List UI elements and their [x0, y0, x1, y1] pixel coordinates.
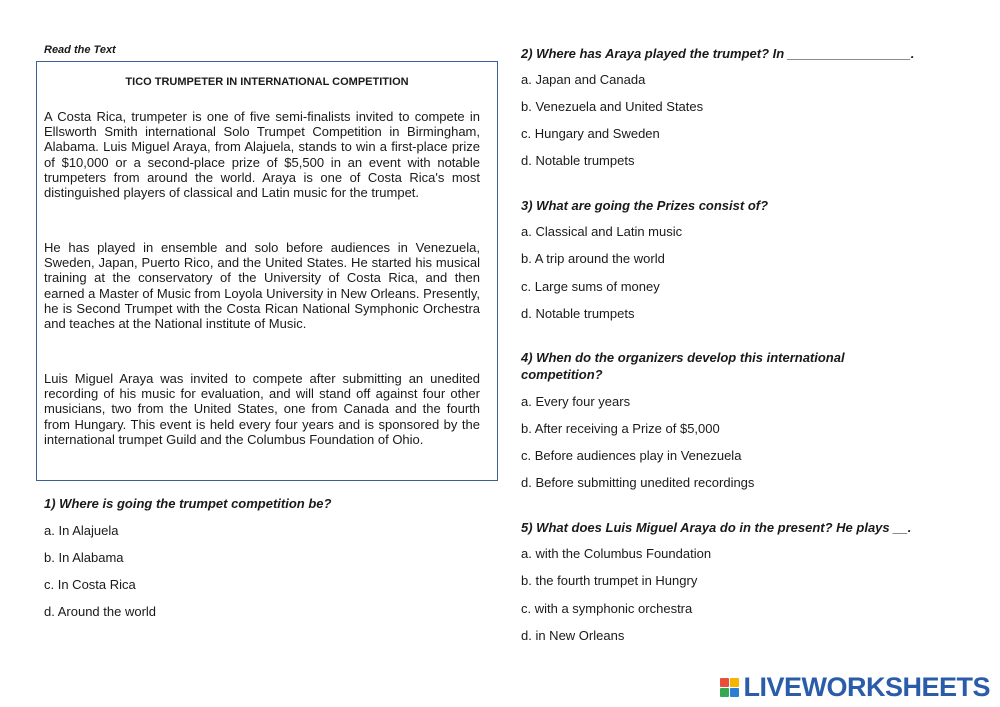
question-1-option-a[interactable]: a. In Alajuela	[44, 523, 119, 538]
question-5: 5) What does Luis Miguel Araya do in the present? He plays __.	[521, 520, 912, 535]
question-3-option-c[interactable]: c. Large sums of money	[521, 279, 660, 294]
question-5-option-a[interactable]: a. with the Columbus Foundation	[521, 546, 712, 561]
question-3-option-d[interactable]: d. Notable trumpets	[521, 306, 635, 321]
question-2-option-d[interactable]: d. Notable trumpets	[521, 153, 635, 168]
liveworksheets-logo[interactable]	[720, 672, 990, 703]
question-1-option-d[interactable]: d. Around the world	[44, 604, 157, 619]
question-5-option-d[interactable]: d. in New Orleans	[521, 628, 625, 643]
liveworksheets-logo-text: LIVEWORKSHEETS	[743, 672, 990, 702]
question-4-line-2: competition?	[521, 367, 603, 382]
question-4	[521, 349, 845, 383]
question-4-option-b[interactable]: b. After receiving a Prize of $5,000	[521, 421, 720, 436]
question-1-option-c[interactable]: c. In Costa Rica	[44, 577, 136, 592]
question-3-option-b[interactable]: b. A trip around the world	[521, 251, 665, 266]
question-3-option-a[interactable]: a. Classical and Latin music	[521, 224, 683, 239]
liveworksheets-logo-icon	[720, 678, 739, 697]
read-the-text-label: Read the Text	[44, 44, 116, 56]
story-paragraph-2: He has played in ensemble and solo before audiences in Venezuela, Sweden, Japan, Puerto Rico, and the United States. He started his musical training at the conservatory of the University of Costa Rica, and then earned a Master of Music from Loyola University in New Orleans. Presently, he is Second Trumpet with the Costa Rican National Symphonic Orchestra and teaches at the National institute of Music.	[44, 240, 480, 332]
question-5-option-b[interactable]: b. the fourth trumpet in Hungry	[521, 573, 698, 588]
question-1: 1) Where is going the trumpet competition be?	[44, 496, 332, 511]
question-2-option-a[interactable]: a. Japan and Canada	[521, 72, 646, 87]
question-4-option-c[interactable]: c. Before audiences play in Venezuela	[521, 448, 742, 463]
question-2-option-b[interactable]: b. Venezuela and United States	[521, 99, 704, 114]
question-4-option-d[interactable]: d. Before submitting unedited recordings	[521, 475, 755, 490]
story-paragraph-1: A Costa Rica, trumpeter is one of five semi-finalists invited to compete in Ellsworth Smith international Solo Trumpet Competition in Birmingham, Alabama. Luis Miguel Araya, from Alajuela, stands to win a first-place prize of $10,000 or a second-place prize of $5,500 in an event with notable trumpeters from around the world. Araya is one of Costa Rica's most distinguished players of classical and Latin music for the trumpet.	[44, 109, 480, 201]
question-4-option-a[interactable]: a. Every four years	[521, 394, 631, 409]
question-4-line-1: 4) When do the organizers develop this international	[521, 350, 845, 365]
question-3: 3) What are going the Prizes consist of?	[521, 198, 769, 213]
question-2-option-c[interactable]: c. Hungary and Sweden	[521, 126, 660, 141]
story-paragraph-3: Luis Miguel Araya was invited to compete after submitting an unedited recording of his music for evaluation, and will stand off against four other musicians, two from the United States, one from Canada and the fourth from Hungary. This event is held every four years and is sponsored by the international trumpet Guild and the Columbus Foundation of Ohio.	[44, 371, 480, 447]
reading-text-box	[36, 61, 498, 481]
question-2: 2) Where has Araya played the trumpet? In _________________.	[521, 46, 915, 61]
question-5-option-c[interactable]: c. with a symphonic orchestra	[521, 601, 693, 616]
question-1-option-b[interactable]: b. In Alabama	[44, 550, 124, 565]
story-title: TICO TRUMPETER IN INTERNATIONAL COMPETITION	[125, 76, 409, 88]
